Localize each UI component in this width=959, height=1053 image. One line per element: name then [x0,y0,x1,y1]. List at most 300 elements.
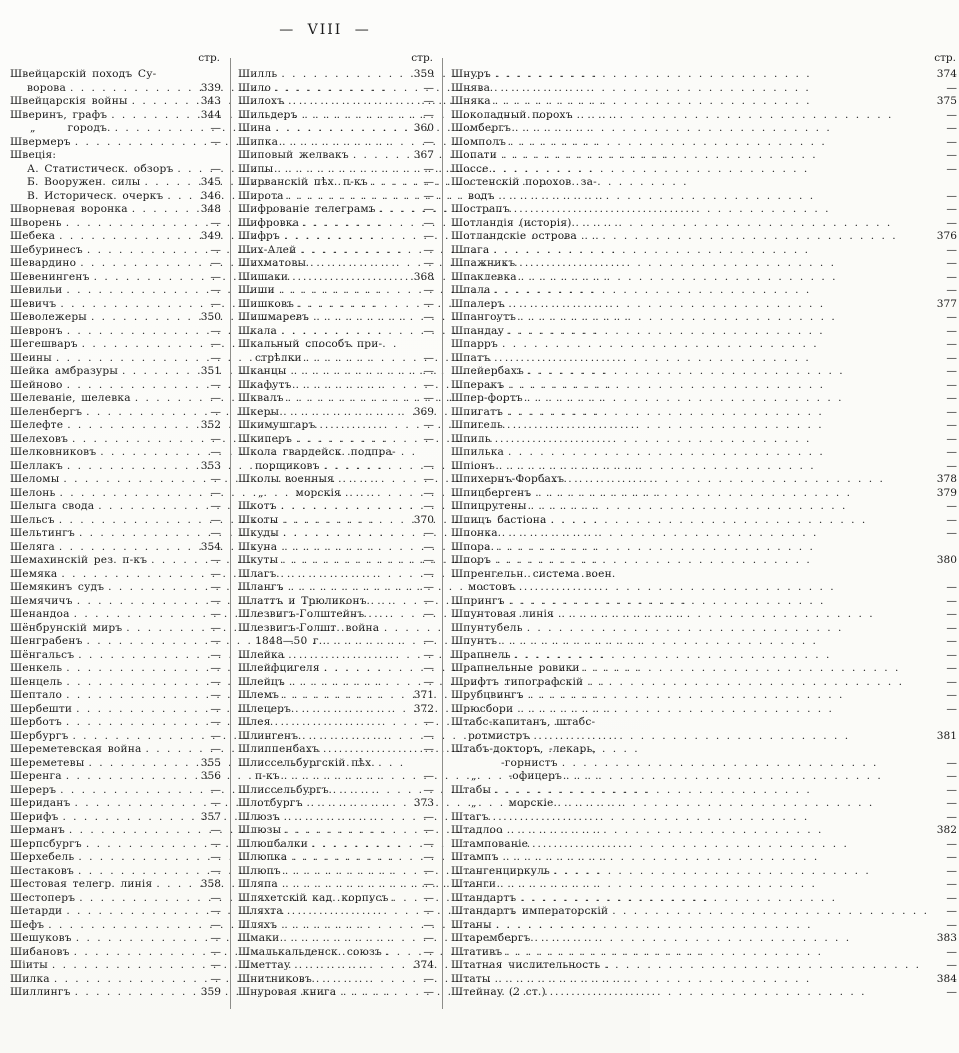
dot-leader [75,136,193,150]
index-entry [10,932,221,946]
index-entry [238,284,434,298]
page-number: — [946,446,957,458]
index-entry [451,203,957,217]
entry-title: Шкоты [238,513,279,526]
index-entry [238,770,434,784]
index-entry [10,730,221,744]
dot-leader [74,608,193,622]
page-number: 359 [413,68,434,80]
page-number: — [423,662,434,674]
index-entry [10,703,221,717]
dot-leader [76,703,193,717]
entry-title: Шлиппенбахъ [238,743,319,755]
index-entry [238,838,434,852]
page-number: — [423,500,434,512]
index-entry [238,730,434,744]
index-entry [238,757,434,771]
dot-leader [126,622,193,636]
dot-leader [495,68,929,82]
dot-leader [494,352,929,366]
dot-leader [495,95,929,109]
entry-title: Штатная числительность [451,959,601,971]
entry-title: Шрюсбори [451,702,514,715]
entry-title: Шеломы [10,473,60,485]
page-number: — [423,581,434,593]
page-number: — [946,986,957,998]
dot-leader [156,878,193,892]
page-number: — [210,446,221,458]
page-number: — [210,972,221,985]
index-entry [238,959,434,973]
dot-leader [88,757,193,771]
dot-leader [283,932,406,946]
entry-title: Шлезвигъ-Голшт. война [238,621,380,634]
index-entry [451,635,957,649]
dot-leader [340,986,406,1000]
index-entry [451,527,957,541]
dot-leader [72,730,193,744]
dot-leader [66,770,193,784]
entry-title: -офицеръ [508,770,563,782]
index-entry [10,959,221,973]
index-entry [451,325,957,339]
entry-title: Штарембергъ [451,932,531,944]
index-entry [238,257,434,271]
index-entry [238,716,434,730]
page-number: 377 [936,297,957,310]
index-entry [238,824,434,838]
dot-leader [288,190,406,204]
entry-title: Шефъ [10,918,45,931]
page-number: — [210,567,221,580]
dot-leader [345,487,406,501]
index-entry [238,325,434,339]
page-number: — [210,513,221,526]
entry-title: Шрубцвингъ [451,689,524,701]
page-number: — [423,716,434,728]
index-entry [451,811,957,825]
entry-title: Штанги [451,878,497,890]
page-number: — [423,986,434,998]
entry-title: Шкеры [238,405,280,418]
entry-title: Шёнгальсъ [10,648,75,661]
page-number: — [946,284,957,296]
dot-leader [281,325,406,339]
index-entry [238,271,434,285]
entry-title: Шостенскій порохов. за- [451,176,597,188]
index-entry [10,284,221,298]
entry-title: Штампъ [451,851,499,863]
entry-title: Шифровка [238,216,300,229]
dot-leader [294,959,406,973]
entry-title: Шерпсбургъ [10,837,82,850]
index-entry [10,581,221,595]
dot-leader [527,622,929,636]
index-entry [451,946,957,960]
dot-leader [371,595,406,609]
index-entry [451,662,957,676]
dot-leader [60,487,194,501]
entry-title: Шпилька [451,446,505,458]
page-number: — [946,770,957,782]
index-entry [238,352,434,366]
page-number: — [210,743,221,755]
page-number: 367 [413,149,434,161]
entry-title: Шереметевская война [10,743,142,755]
dot-leader [70,82,193,96]
page-number: — [210,621,221,634]
dot-leader [604,959,929,973]
page-number: — [946,432,957,445]
entry-title: Шпарръ [451,338,498,350]
entry-title: Шрапнель [451,648,511,661]
entry-title: Шерботъ [10,716,62,728]
page-number: — [210,594,221,607]
dot-leader [144,176,193,190]
dot-leader [521,271,929,285]
index-entry [238,703,434,717]
dot-leader [288,649,406,663]
dot-leader [495,973,929,987]
page-number: — [946,621,957,634]
page-number: — [946,864,957,877]
entry-title: Шелыга свода [10,500,95,512]
index-entry [10,743,221,757]
index-entry [451,797,957,811]
dot-leader [316,973,406,987]
index-entry [238,649,434,663]
entry-title: ротмистръ [468,729,530,742]
index-entry [238,460,434,474]
index-entry [451,163,957,177]
entry-title: Шкафутъ [238,378,292,391]
page-number: — [423,203,434,215]
page-number: — [423,905,434,917]
index-entry [10,757,221,771]
page-number: — [946,675,957,688]
page-number: 358 [200,878,221,890]
entry-title: Шестаковъ [10,864,74,877]
index-entry [10,608,221,622]
page-number: — [946,378,957,391]
dot-leader [495,554,929,568]
entry-title: Шилохъ [238,95,285,107]
index-entry [10,68,221,82]
index-entry [10,460,221,474]
page-number: — [946,351,957,364]
page-number: — [946,419,957,431]
page-number: — [946,81,957,94]
index-entry [238,905,434,919]
entry-title: Штаны [451,918,492,931]
page-number: — [423,675,434,688]
entry-title: Шебека [10,230,56,242]
dot-leader [310,257,406,271]
entry-title: Шпицъ бастіона [451,513,547,526]
page-number: — [210,270,221,283]
entry-title: Шлейка [238,648,285,661]
dot-leader [76,932,193,946]
index-entry [451,514,957,528]
entry-title: Шлаттъ и Трюликонъ [238,594,367,607]
page-number: — [946,891,957,904]
entry-title: Шляхта [238,905,283,917]
dot-leader [292,271,406,285]
dot-leader [307,797,406,811]
entry-title: городъ. [67,122,111,134]
entry-title: Швеція: [10,149,57,161]
index-entry [238,932,434,946]
index-entry [238,392,434,406]
entry-title: Шестоперъ [10,891,76,904]
index-entry [451,365,957,379]
page-number: — [423,297,434,310]
index-entries [238,68,434,1000]
dot-leader [82,338,193,352]
page-number: — [946,635,957,647]
page-number: — [210,405,221,418]
dot-leader [77,595,193,609]
page-number: — [210,635,221,647]
entry-title: Шишмаревъ [238,311,310,323]
entry-title: Шкуты [238,554,279,566]
entry-title: Шестовая телегр. линія [10,878,153,890]
index-entry [238,892,434,906]
page-number: — [423,257,434,269]
dot-leader [501,149,929,163]
index-entry [10,635,221,649]
index-entry [10,230,221,244]
page-number: — [210,216,221,229]
dot-leader [393,892,406,906]
index-entry [451,568,957,582]
dot-leader [287,905,406,919]
index-entry [451,959,957,973]
page-number: — [423,392,434,404]
index-entry [451,581,957,595]
entry-title: Швейцарскія войны [10,95,128,107]
dot-leader [74,946,193,960]
entry-title: Шенкель [10,662,63,674]
page-number: 373 [413,797,434,809]
page-number: — [423,878,434,890]
dot-leader [372,176,406,190]
entry-title: Шемахинскій рез. п-къ [10,554,148,566]
entry-title: Шляхетскій кад. корпусъ [238,891,389,904]
page-number: — [946,365,957,377]
page-number: 374 [936,68,957,80]
dot-leader [509,595,929,609]
dot-leader [281,919,406,933]
page-number: — [423,770,434,782]
entry-title: стрѣлки [255,351,302,364]
entry-title: Шереметевы [10,756,85,769]
page-number: 348 [200,203,221,215]
entry-title: Шнява [451,81,491,94]
index-entry [238,203,434,217]
page-number: — [946,851,957,863]
index-entry [10,784,221,798]
dot-leader [60,298,193,312]
entry-title: Шемяка [10,567,58,580]
index-entry [451,770,957,784]
column-header-str: стр. [411,52,433,64]
entry-title: Шиллингъ [10,986,71,998]
index-entry [238,622,434,636]
index-entry [238,743,434,757]
dot-leader [66,662,193,676]
entry-title: Шетарди [10,905,63,917]
page-folio: — VIII — [279,22,371,38]
page-number: — [423,176,434,188]
index-entry [10,176,221,190]
dot-leader [146,743,193,757]
page-number: — [423,108,434,121]
entry-title: Шпунтовая линія [451,608,554,620]
page-number: — [946,392,957,404]
page-number: — [210,729,221,742]
index-entry [10,163,221,177]
dot-leader [495,784,929,798]
dot-leader [551,514,929,528]
page-number: — [210,243,221,256]
entry-title: Шомбергъ [451,122,512,134]
index-entry [10,82,221,96]
page-number: — [946,108,957,121]
entry-title: Шквалъ [238,392,284,404]
page-number: — [210,500,221,512]
entry-title: Шрифтъ типографскій [451,675,584,688]
dot-leader [515,649,929,663]
page-number: — [946,243,957,256]
dot-leader [72,433,193,447]
page-number: — [423,243,434,256]
dot-leader [498,541,929,555]
index-entry [238,851,434,865]
index-entry [238,784,434,798]
page-number: 382 [936,824,957,836]
entry-title: Шпіонъ [451,459,495,472]
dot-leader [67,460,193,474]
entry-title: Шпатъ [451,351,491,364]
dot-leader [80,257,193,271]
dot-leader [288,392,406,406]
index-entry [451,109,957,123]
dot-leader [306,352,406,366]
index-entry [451,379,957,393]
index-entry [10,325,221,339]
index-entry [451,122,957,136]
entry-title: Шнуровая книга [238,986,337,998]
index-entry [238,82,434,96]
entry-title: Шеволежеры [10,311,87,323]
index-entry [451,554,957,568]
page-number: — [210,783,221,796]
page-number: — [210,432,221,445]
dot-leader [63,473,193,487]
dot-leader [167,190,193,204]
dot-leader [288,581,406,595]
index-entry [238,973,434,987]
page-number: — [423,891,434,904]
dot-leader [86,406,193,420]
page-number: — [423,419,434,431]
dot-leader [66,716,193,730]
index-column-2 [229,52,442,1000]
index-entry [10,824,221,838]
index-entry [10,905,221,919]
page-number: 359 [200,986,221,998]
entry-title: Швермеръ [10,135,71,148]
index-entry [451,622,957,636]
entry-title: Шеленбергъ [10,405,83,418]
page-number: — [946,837,957,850]
entry-title: Шевронъ [10,324,63,337]
page-number: — [946,216,957,229]
entry-title: Шербургъ [10,729,69,742]
index-entry [238,500,434,514]
index-entry [238,662,434,676]
entry-title: Штандартъ [451,891,517,904]
index-entry [451,784,957,798]
entry-title: Шериданъ [10,797,71,809]
index-entry [10,338,221,352]
page-number: — [423,473,434,485]
page-number: — [946,405,957,418]
page-number: 384 [936,972,957,985]
page-number: — [946,702,957,715]
page-number: — [946,122,957,134]
entry-title: -горнистъ [501,756,558,769]
index-entry [10,973,221,987]
index-entry [451,986,957,1000]
dot-leader [66,217,193,231]
entry-title: Шереръ [10,783,57,796]
entry-title: Шелонь [10,486,56,499]
page-number: — [423,824,434,836]
index-entry [451,649,957,663]
entry-title: Шевичъ [10,297,57,310]
index-entry [10,257,221,271]
dot-leader [115,122,193,136]
entry-title: Штаты [451,972,491,985]
entry-title: Шилль [238,68,278,80]
dot-leader [79,892,193,906]
index-entry [238,95,434,109]
dot-leader [576,217,929,231]
dot-leader [275,82,406,96]
dot-leader [281,541,406,555]
index-entry [10,514,221,528]
entry-title: Шметтау [238,959,291,971]
page-number: — [423,459,434,472]
dot-leader [280,568,406,582]
index-entry [451,473,957,487]
entry-title: Шеины [10,351,52,364]
dot-leader [66,689,193,703]
dot-leader [298,298,406,312]
entry-title: Шейново [10,378,63,391]
dot-leader [56,352,193,366]
entry-title: Шёнбрунскій миръ [10,621,123,634]
dot-leader [368,608,406,622]
entry-title: Б. Вооружен. силы [27,176,141,188]
dot-leader [517,703,929,717]
entry-title: Школа гвардейск. подпра- [238,446,396,458]
dot-leader [282,554,406,568]
page-number: 352 [200,419,221,431]
index-entry [451,149,957,163]
